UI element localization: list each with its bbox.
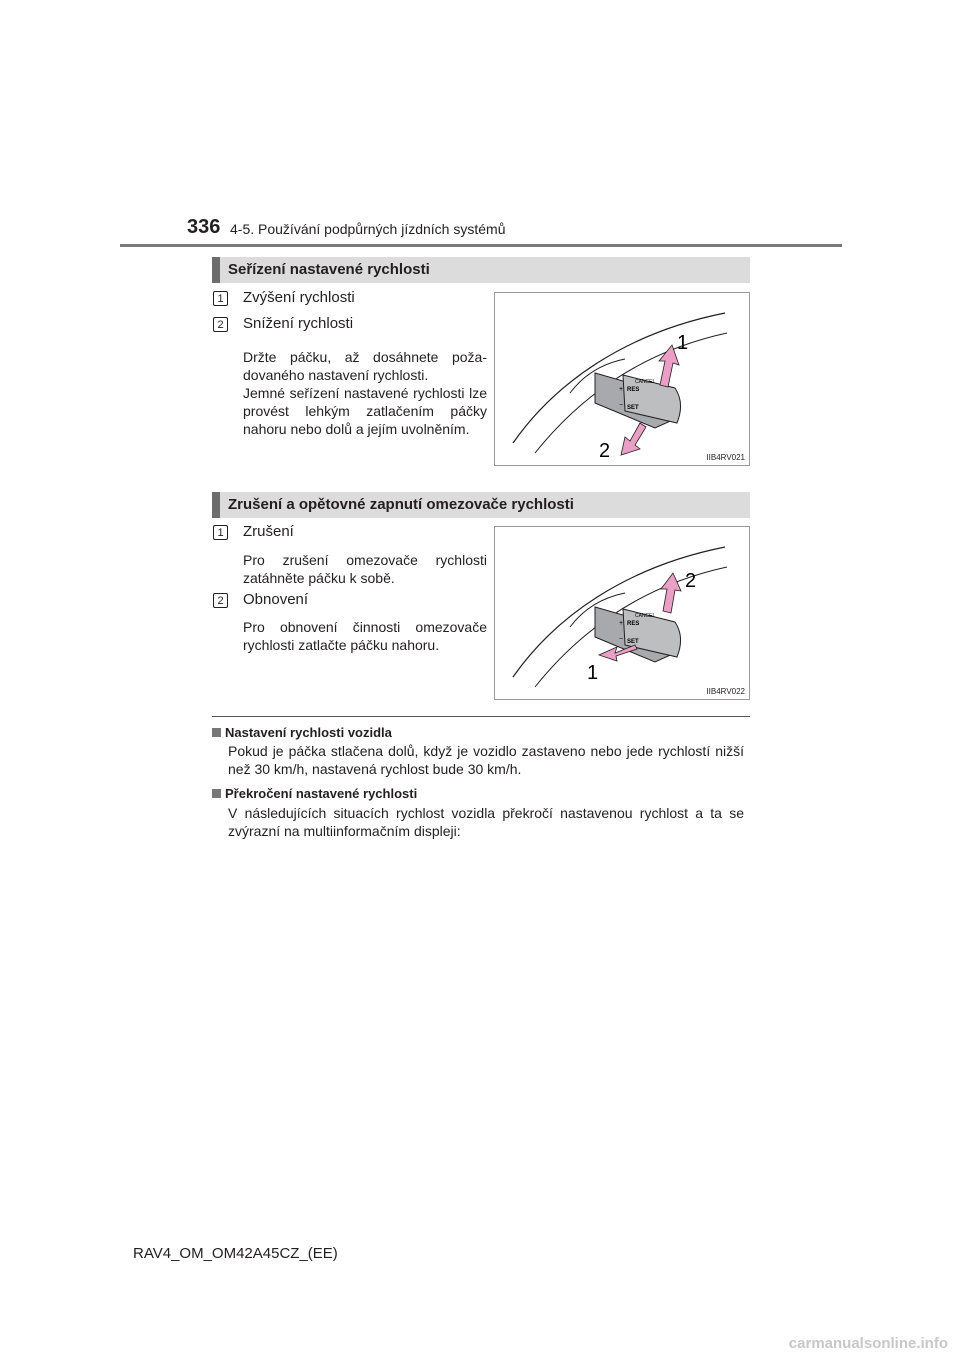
note-heading-text: Překročení nastavené rychlosti [225,786,418,801]
callout-2: 2 [685,570,697,592]
lever-res-label: RES [627,387,640,393]
callout-1: 1 [587,662,599,684]
lever-illustration-cancel [494,526,750,700]
item-label-resume: Obnovení [243,591,309,608]
description: Pro obnovení činnosti omezovače rychlosti zatlačte páčku nahoru. [243,619,487,653]
header-divider [120,244,842,247]
lever-minus-label: − [619,402,624,409]
lever-set-label: SET [627,639,639,645]
lever-cancel-label: CANCEL [635,379,656,385]
lever-illustration-adjust [494,292,750,466]
note-heading-text: Nastavení rychlosti vozidla [225,725,392,740]
lever-plus-label: + [619,620,624,627]
arrow-down-icon [621,423,646,455]
description: Jemné seřízení nastavené rychlosti lze provést lehkým zatlačením páčky nahoru nebo dolů a jejím uvolněním. [243,385,487,437]
note-heading [212,786,417,801]
note-body: Pokud je páčka stlačena dolů, když je vozidlo zastaveno nebo jede rychlostí nižší než 30 km/h, nastavená rychlost bude 30 km/h. [228,743,744,777]
item-number-badge: 1 [213,291,228,306]
section-heading-cancel-resume: Zrušení a opětovné zapnutí omezovače rychlosti [212,492,750,518]
note-heading [212,725,392,740]
arrow-up-icon [659,345,679,387]
section-divider [212,716,750,717]
watermark: carmanualsonline.info [788,1335,948,1352]
section-heading-adjust-speed: Seřízení nastavené rychlosti [212,257,750,283]
arrow-pull-icon [599,645,637,661]
lever-drawing [495,527,749,699]
item-number-badge: 2 [213,317,228,332]
lever-plus-label: + [619,386,624,393]
arrow-up-icon [661,573,681,613]
lever-res-label: RES [627,621,640,627]
page-number: 336 [187,216,221,238]
lever-drawing [495,293,749,465]
bullet-square-icon [212,789,221,798]
item-label-increase: Zvýšení rychlosti [243,289,355,306]
lever-cancel-label: CANCEL [635,613,656,619]
lever-set-label: SET [627,405,639,411]
item-number-badge: 1 [213,525,228,540]
item-number-badge: 2 [213,593,228,608]
callout-1: 1 [677,332,689,354]
figure-code: IIB4RV022 [706,687,745,696]
footer-code: RAV4_OM_OM42A45CZ_(EE) [133,1245,338,1262]
callout-2: 2 [599,440,611,462]
note-body: V následujících situacích rychlost vozidla překročí nastavenou rychlost a ta se zvýrazní na multiinformačním displeji: [228,805,744,839]
bullet-square-icon [212,728,221,737]
description: Pro zrušení omezovače rychlosti zatáhněte páčku k sobě. [243,552,487,586]
item-label-cancel: Zrušení [243,523,294,540]
item-label-decrease: Snížení rychlosti [243,315,354,332]
chapter-title: 4-5. Používání podpůrných jízdních systémů [230,221,506,237]
lever-minus-label: − [619,636,624,643]
description: Držte páčku, až dosáhnete požadovaného nastavení rychlosti. [243,349,487,383]
figure-code: IIB4RV021 [706,453,745,462]
